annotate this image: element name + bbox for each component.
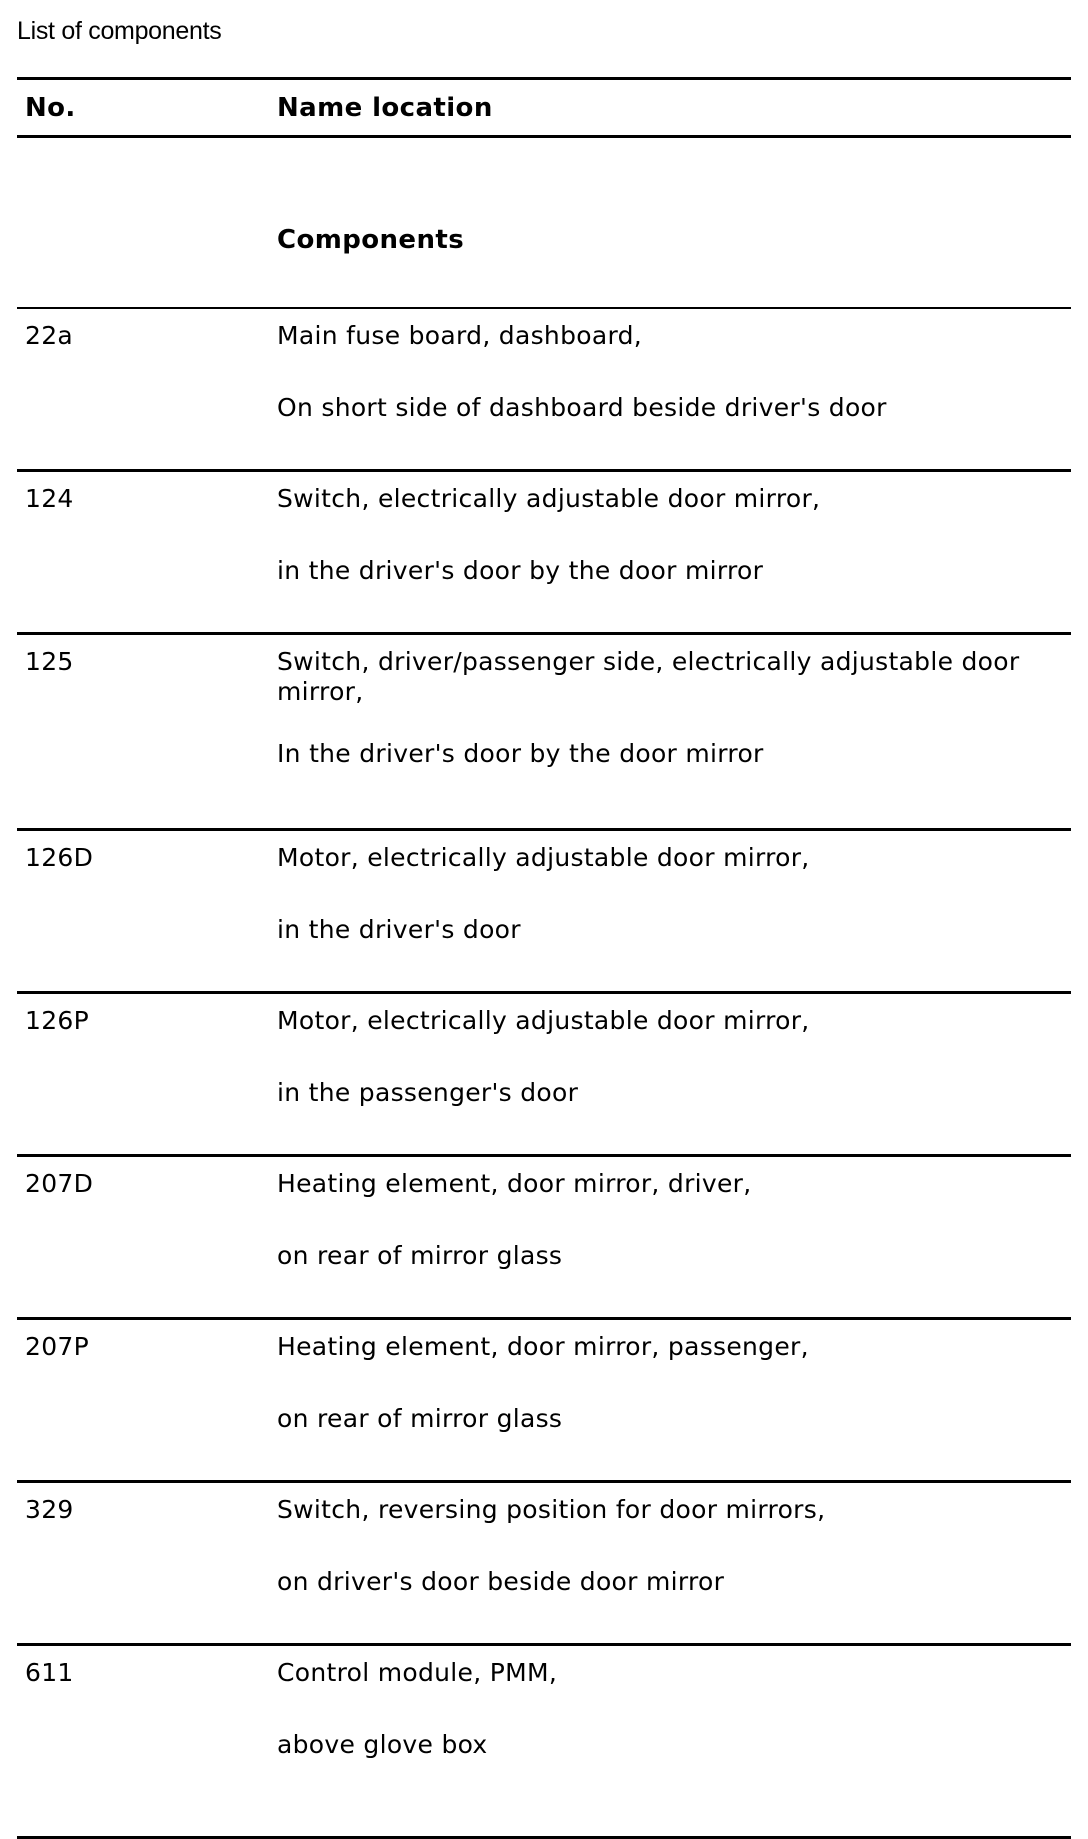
section-label: Components — [277, 225, 465, 255]
component-location: in the driver's door by the door mirror — [277, 556, 764, 585]
component-details — [277, 1658, 1063, 1760]
component-details — [277, 1332, 1063, 1434]
header-name-location: Name location — [277, 93, 493, 123]
component-name: Motor, electrically adjustable door mirror, — [277, 1006, 810, 1035]
component-location: on rear of mirror glass — [277, 1404, 563, 1433]
component-details — [277, 843, 1063, 945]
component-details — [277, 1169, 1063, 1271]
component-number: 126D — [25, 843, 94, 872]
component-name: Switch, electrically adjustable door mirror, — [277, 484, 821, 513]
components-table — [17, 77, 1071, 1839]
component-details — [277, 484, 1063, 586]
table-row — [17, 994, 1071, 1157]
component-name: Switch, driver/passenger side, electrically adjustable door mirror, — [277, 647, 1020, 706]
component-location: In the driver's door by the door mirror — [277, 739, 764, 768]
component-location: on rear of mirror glass — [277, 1241, 563, 1270]
component-number: 611 — [25, 1658, 74, 1687]
component-details — [277, 321, 1063, 423]
section-heading-row — [17, 138, 1071, 309]
table-row — [17, 472, 1071, 635]
table-row — [17, 1157, 1071, 1320]
component-number: 22a — [25, 321, 74, 350]
component-name: Control module, PMM, — [277, 1658, 558, 1687]
table-header — [17, 77, 1071, 138]
component-number: 126P — [25, 1006, 89, 1035]
table-row — [17, 1320, 1071, 1483]
table-row — [17, 309, 1071, 472]
component-location: On short side of dashboard beside driver's door — [277, 393, 887, 422]
component-details — [277, 647, 1063, 769]
component-location: above glove box — [277, 1730, 488, 1759]
component-number: 329 — [25, 1495, 74, 1524]
component-number: 207P — [25, 1332, 89, 1361]
table-row — [17, 1646, 1071, 1839]
component-location: on driver's door beside door mirror — [277, 1567, 725, 1596]
component-name: Heating element, door mirror, passenger, — [277, 1332, 809, 1361]
component-location: in the driver's door — [277, 915, 521, 944]
header-no: No. — [25, 93, 76, 123]
component-name: Switch, reversing position for door mirrors, — [277, 1495, 826, 1524]
component-name: Main fuse board, dashboard, — [277, 321, 643, 350]
component-location: in the passenger's door — [277, 1078, 579, 1107]
table-row — [17, 635, 1071, 831]
page-title: List of components — [17, 17, 222, 45]
table-row — [17, 1483, 1071, 1646]
table-row — [17, 831, 1071, 994]
component-number: 125 — [25, 647, 74, 676]
component-name: Heating element, door mirror, driver, — [277, 1169, 752, 1198]
component-name: Motor, electrically adjustable door mirror, — [277, 843, 810, 872]
component-details — [277, 1495, 1063, 1597]
component-number: 124 — [25, 484, 74, 513]
component-details — [277, 1006, 1063, 1108]
component-number: 207D — [25, 1169, 94, 1198]
